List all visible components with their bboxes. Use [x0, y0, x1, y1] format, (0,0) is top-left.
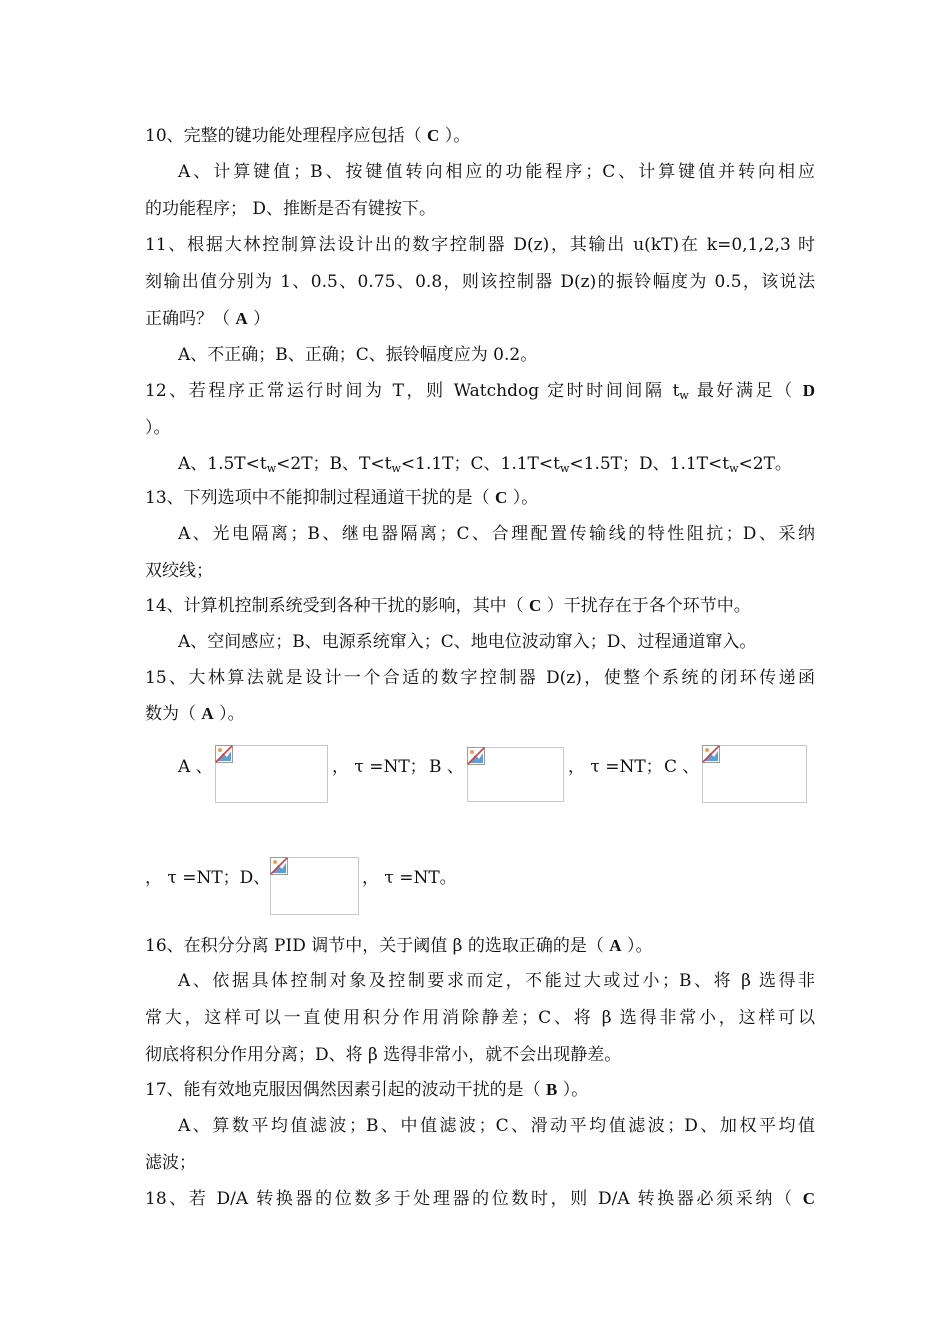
question-12-options: A、$1.5T<t_w<2T$；B、$T<t_w<1.1T$；C、$1.1T<t_w<1.5T$；D、$1.1T<t_w<2T$。 — [178, 454, 792, 475]
question-14-options: A、空间感应；B、电源系统窜入；C、地电位波动窜入；D、过程通道窜入。 — [178, 632, 757, 652]
option-a-tail: ， τ =NT； — [332, 757, 427, 777]
option-c-formula-image — [702, 745, 807, 803]
question-15-stem-cont: 数为（ A ）。 — [145, 704, 245, 724]
question-10-stem: 10、完整的键功能处理程序应包括（ C ）。 — [145, 126, 471, 146]
broken-image-icon — [270, 857, 288, 875]
broken-image-icon — [702, 745, 720, 763]
question-13-options-cont: 双绞线； — [145, 561, 213, 581]
question-10-options: A、计算键值；B、按键值转向相应的功能程序；C、计算键值并转向相应 — [178, 162, 815, 182]
broken-image-icon — [215, 745, 233, 763]
question-13-stem: 13、下列选项中不能抑制过程通道干扰的是（ C ）。 — [145, 488, 539, 508]
question-16-stem: 16、在积分分离 PID 调节中，关于阈值 β 的选取正确的是（ A ）。 — [145, 936, 653, 956]
option-a-formula-image — [215, 745, 328, 803]
question-11-options: A、不正确；B、正确；C、振铃幅度应为 0.2。 — [178, 345, 538, 365]
option-d-formula-image — [270, 857, 359, 915]
option-c-tail: ， τ =NT；D、 — [145, 868, 271, 888]
option-a-label: A 、 — [178, 757, 213, 777]
question-15-stem: 15、大林算法就是设计一个合适的数字控制器 D(z)，使整个系统的闭环传递函 — [145, 668, 815, 688]
question-18-stem: 18、若 D/A 转换器的位数多于处理器的位数时，则 D/A 转换器必须采纳（ C — [145, 1189, 815, 1209]
question-13-options: A、光电隔离；B、继电器隔离；C、合理配置传输线的特性阻抗；D、采纳 — [178, 524, 815, 544]
question-16-options-end: 彻底将积分作用分离；D、将 β 选得非常小，就不会出现静差。 — [145, 1045, 622, 1065]
question-17-options-cont: 滤波； — [145, 1153, 196, 1173]
question-14-stem: 14、计算机控制系统受到各种干扰的影响，其中（ C ）干扰存在于各个环节中。 — [145, 596, 751, 616]
question-10-options-cont: 的功能程序； D、推断是否有键按下。 — [145, 199, 437, 219]
question-17-options: A、算数平均值滤波；B、中值滤波；C、滑动平均值滤波；D、加权平均值 — [178, 1116, 815, 1136]
option-b-formula-image — [467, 747, 564, 802]
option-c-label: C 、 — [664, 757, 700, 777]
question-11-stem-end: 正确吗？（ A ） — [145, 309, 271, 329]
broken-image-icon — [467, 747, 485, 765]
question-17-stem: 17、能有效地克服因偶然因素引起的波动干扰的是（ B ）。 — [145, 1080, 589, 1100]
question-12-stem-cont: ）。 — [145, 418, 171, 438]
option-b-label: B 、 — [429, 757, 464, 777]
question-12-stem: 12、若程序正常运行时间为 T，则 Watchdog 定时时间间隔 $t_w$ 最好满足（ D — [145, 381, 815, 402]
question-11-stem-cont: 刻输出值分别为 1、0.5、0.75、0.8，则该控制器 D(z)的振铃幅度为 0.5，该说法 — [145, 272, 815, 292]
question-11-stem: 11、根据大林控制算法设计出的数字控制器 D(z)，其输出 u(kT)在 k=0,1,2,3 时 — [145, 235, 815, 255]
question-16-options: A、依据具体控制对象及控制要求而定，不能过大或过小；B、将 β 选得非 — [178, 971, 815, 991]
question-16-options-cont: 常大，这样可以一直使用积分作用消除静差；C、将 β 选得非常小，这样可以 — [145, 1008, 815, 1028]
option-d-tail: ， τ =NT。 — [362, 868, 457, 888]
option-b-tail: ， τ =NT； — [568, 757, 663, 777]
